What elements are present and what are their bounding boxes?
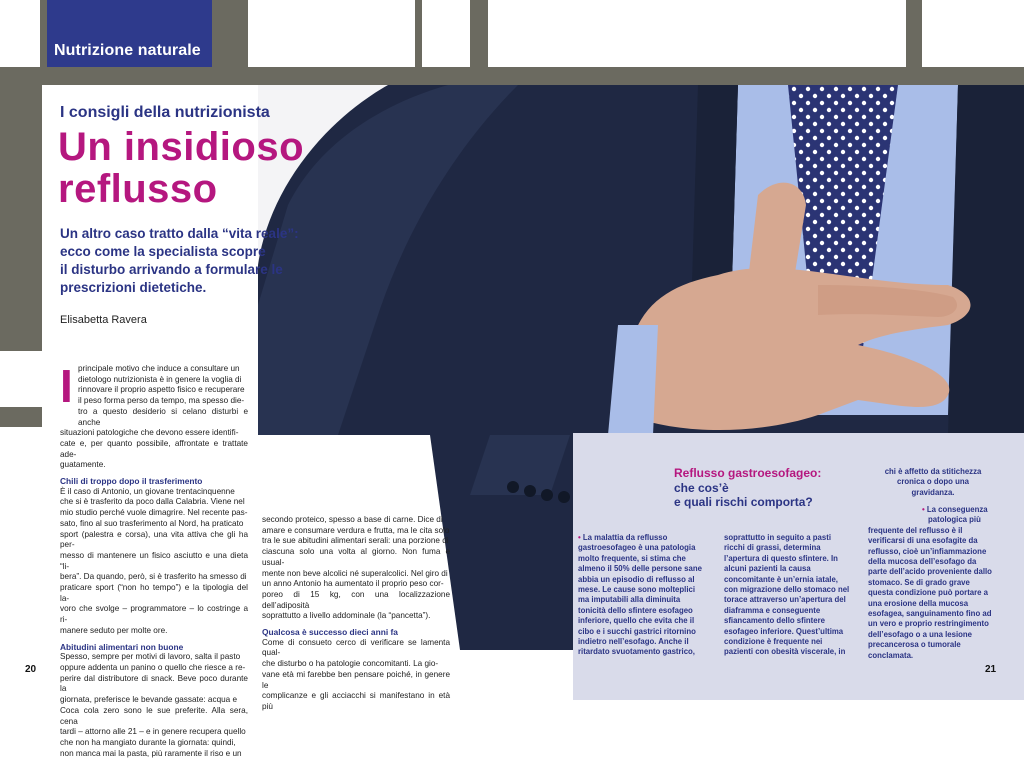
text-line: La conseguenza [926, 505, 988, 514]
section-label: Nutrizione naturale [54, 42, 201, 59]
text-line: soprattutto a livello addominale (la “pancetta”). [262, 611, 431, 621]
box-subtitle [674, 481, 813, 509]
frame-side-left [0, 85, 42, 351]
text-line: La malattia da reflusso [582, 533, 668, 542]
text-line: Coca cola zero sono le sue preferite. Alla sera, cena [60, 705, 248, 726]
text-line: gastroesofageo è una patologia [578, 543, 696, 553]
text-line: vane età mi farebbe ben pensare poiché, in genere le [262, 669, 450, 690]
text-line: una erosione della mucosa [868, 598, 969, 608]
text-line: complicanze e gli acciacchi si manifestano in età più [262, 691, 450, 711]
text-line: gravidanza. [911, 487, 955, 497]
text-line: almeno il 50% delle persone sane [578, 564, 702, 574]
text-line: esofagea, sanguinamento fino ad [868, 609, 992, 619]
hero-photo [258, 85, 1024, 435]
text-line: giornata, preferisce le bevande gassate: acqua e [60, 695, 238, 705]
text-line: voro che svolge – programmatore – lo costringe a ri- [60, 604, 248, 625]
text-line: È il caso di Antonio, un giovane trentacinquenne [60, 486, 235, 496]
text-line: parte dell’acido proveniente dallo [868, 567, 992, 577]
text-line: cronica o dopo una [897, 477, 969, 487]
text-line: esofageo inferiore. Quest’ultima [724, 626, 844, 636]
text-line: che non ha mangiato durante la giornata: quindi, [60, 737, 236, 747]
text-line: l’apertura di questo sfintere. In [724, 553, 838, 563]
text-line: stomaco. Se di grado grave [868, 577, 970, 587]
lead-line: ecco come la specialista scopre [60, 244, 266, 259]
intro-paragraph [60, 360, 248, 471]
page-number-left: 20 [25, 664, 37, 675]
text-line: dell’esofago o a una lesione [868, 629, 972, 639]
text-line: abbia un episodio di reflusso al [578, 574, 695, 584]
hero-photo-graphic [258, 85, 1024, 435]
text-line: bera”. Da quando, però, si è trasferito ha smesso di [60, 572, 247, 582]
text-line: mente non beve alcolici né superalcolici. Nel giro di [262, 568, 448, 578]
text-line: ma imputabili alla diminuita [578, 595, 681, 605]
box-column-2 [724, 533, 864, 658]
text-line: condizione è frequente nei [724, 637, 823, 647]
text-line: precancerosa o tumorale [868, 640, 961, 650]
box-column-3 [868, 505, 1008, 661]
text-line: rinnovare il proprio aspetto fisico e recuperare [78, 385, 245, 395]
text-line: inferiore, quello che evita che il [578, 616, 695, 626]
kicker: I consigli della nutrizionista [60, 104, 270, 121]
text-line: molto frequente, si stima che [578, 553, 686, 563]
text-line: guatamente. [60, 460, 106, 470]
subheading: Qualcosa è successo dieci anni fa [262, 627, 398, 638]
frame-side-gap [0, 351, 42, 407]
text-line: sport (palestra e corsa), una vita attiva che gli ha per- [60, 529, 248, 550]
text-line: questa condizione può portare a [868, 588, 988, 598]
text-line: dietologo nutrizionista è in genere la voglia di [78, 374, 242, 384]
text-line: conclamata. [868, 650, 914, 660]
text-line: tra le sue abitudini alimentari serali: una porzione di [262, 536, 449, 546]
frame-bar [0, 67, 1024, 85]
frame-divider [470, 0, 488, 67]
section-tab [47, 0, 212, 67]
text-line: oppure addenta un panino o quello che riesce a re- [60, 662, 246, 672]
lead-line: Un altro caso tratto dalla “vita reale”: [60, 226, 299, 241]
text-line: Spesso, sempre per motivi di lavoro, salta il pasto [60, 652, 241, 662]
text-line: mio studio perché vuole dimagrire. Nel recente pas- [60, 508, 248, 518]
text-line: alcuni pazienti la causa [724, 564, 811, 574]
box-column-1 [578, 533, 718, 658]
box-title: Reflusso gastroesofageo: [674, 466, 822, 480]
frame-divider [40, 0, 47, 67]
subheading: Abitudini alimentari non buone [60, 641, 184, 652]
text-line: torace attraverso un’apertura del [724, 595, 846, 605]
lead-line: il disturbo arrivando a formulare le [60, 262, 283, 277]
text-line: reflusso, cioè un’infiammazione [868, 546, 987, 556]
text-line: tro a questo desiderio si celano disturbi e anche [78, 406, 248, 427]
text-line: praticare sport (“non ho tempo”) e la tipologia del la- [60, 583, 248, 603]
page-number-right: 21 [985, 664, 997, 675]
text-line: pazienti con obesità viscerale, in [724, 647, 846, 657]
lead-paragraph [60, 225, 300, 297]
text-line: un vero e proprio restringimento [868, 619, 989, 629]
text-line: messo di mantenere un fisico asciutto e una dieta “li- [60, 550, 248, 571]
text-line: che disturbo o ha patologie concomitanti. La gio- [262, 659, 439, 669]
text-line: situazioni patologiche che devono essere identifi- [60, 428, 239, 438]
box-subtitle-line: che cos’è [674, 481, 729, 495]
text-line: patologica più [928, 515, 981, 525]
text-line: mese. Le cause sono molteplici [578, 585, 695, 595]
text-line: frequente del reflusso è il [868, 525, 963, 535]
text-line: chi è affetto da stitichezza [884, 467, 982, 476]
text-line: cibo e i succhi gastrici ritornino [578, 626, 696, 636]
text-line: indietro nell’esofago. Anche il [578, 637, 689, 647]
text-line: manere seduto per molte ore. [60, 625, 168, 635]
frame-divider [906, 0, 922, 67]
frame-divider [415, 0, 422, 67]
frame-divider [212, 0, 248, 67]
text-line: verificarsi di una esofagite da [868, 536, 978, 546]
text-line: secondo proteico, spesso a base di carne. Dice di [262, 515, 443, 524]
text-line: sato, fino al suo trasferimento al Nord, ha praticato [60, 518, 244, 528]
text-line: non manca mai la pasta, più raramente il riso e un [60, 748, 242, 758]
text-line: sfiancamento dello sfintere [724, 616, 825, 626]
column-2 [262, 515, 450, 713]
text-line: principale motivo che induce a consultare un [78, 364, 240, 373]
text-line: soprattutto in seguito a pasti [724, 533, 831, 542]
box-column-3-top [868, 467, 998, 498]
text-line: della mucosa dell’esofago da [868, 557, 977, 567]
text-line: il peso forma perso da tempo, ma spesso die- [78, 396, 245, 406]
text-line: ciascuna solo una volta al giorno. Non fuma e usual- [262, 547, 450, 567]
text-line: ricchi di grassi, determina [724, 543, 821, 553]
article-title [58, 126, 304, 210]
bullet-icon: • [578, 533, 583, 542]
title-line: reflusso [58, 167, 218, 211]
text-line: cate e, per quanto possibile, affrontate e trattate ade- [60, 438, 248, 459]
text-line: Come di consueto cerco di verificare se lamenta qual- [262, 637, 450, 658]
text-line: tardi – attorno alle 21 – e in genere recupera quello [60, 727, 246, 737]
text-line: un anno Antonio ha aumentato il proprio peso cor- [262, 579, 444, 589]
bullet-icon: • [922, 505, 927, 514]
drop-cap: I [60, 360, 73, 412]
text-line: amare e consumare verdura e frutta, ma le cita solo [262, 525, 450, 535]
lead-line: prescrizioni dietetiche. [60, 280, 207, 295]
title-line: Un insidioso [58, 125, 304, 169]
text-line: con migrazione dello stomaco nel [724, 585, 850, 595]
box-subtitle-line: e quali rischi comporta? [674, 495, 813, 509]
author: Elisabetta Ravera [60, 314, 147, 326]
text-line: diaframma e conseguente [724, 605, 821, 615]
text-line: tonicità dello sfintere esofageo [578, 605, 693, 615]
text-line: perire dal distributore di snack. Beve poco durante la [60, 673, 248, 694]
text-line: poreo di 15 kg, con una localizzazione dell’adiposità [262, 589, 450, 610]
text-line: ritardato svuotamento gastrico, [578, 647, 695, 657]
subheading: Chili di troppo dopo il trasferimento [60, 476, 203, 487]
text-line: che si è trasferito da poco dalla Calabria. Viene nel [60, 497, 245, 507]
text-line: concomitante è un’ernia iatale, [724, 574, 838, 584]
frame-side-left [0, 407, 42, 427]
